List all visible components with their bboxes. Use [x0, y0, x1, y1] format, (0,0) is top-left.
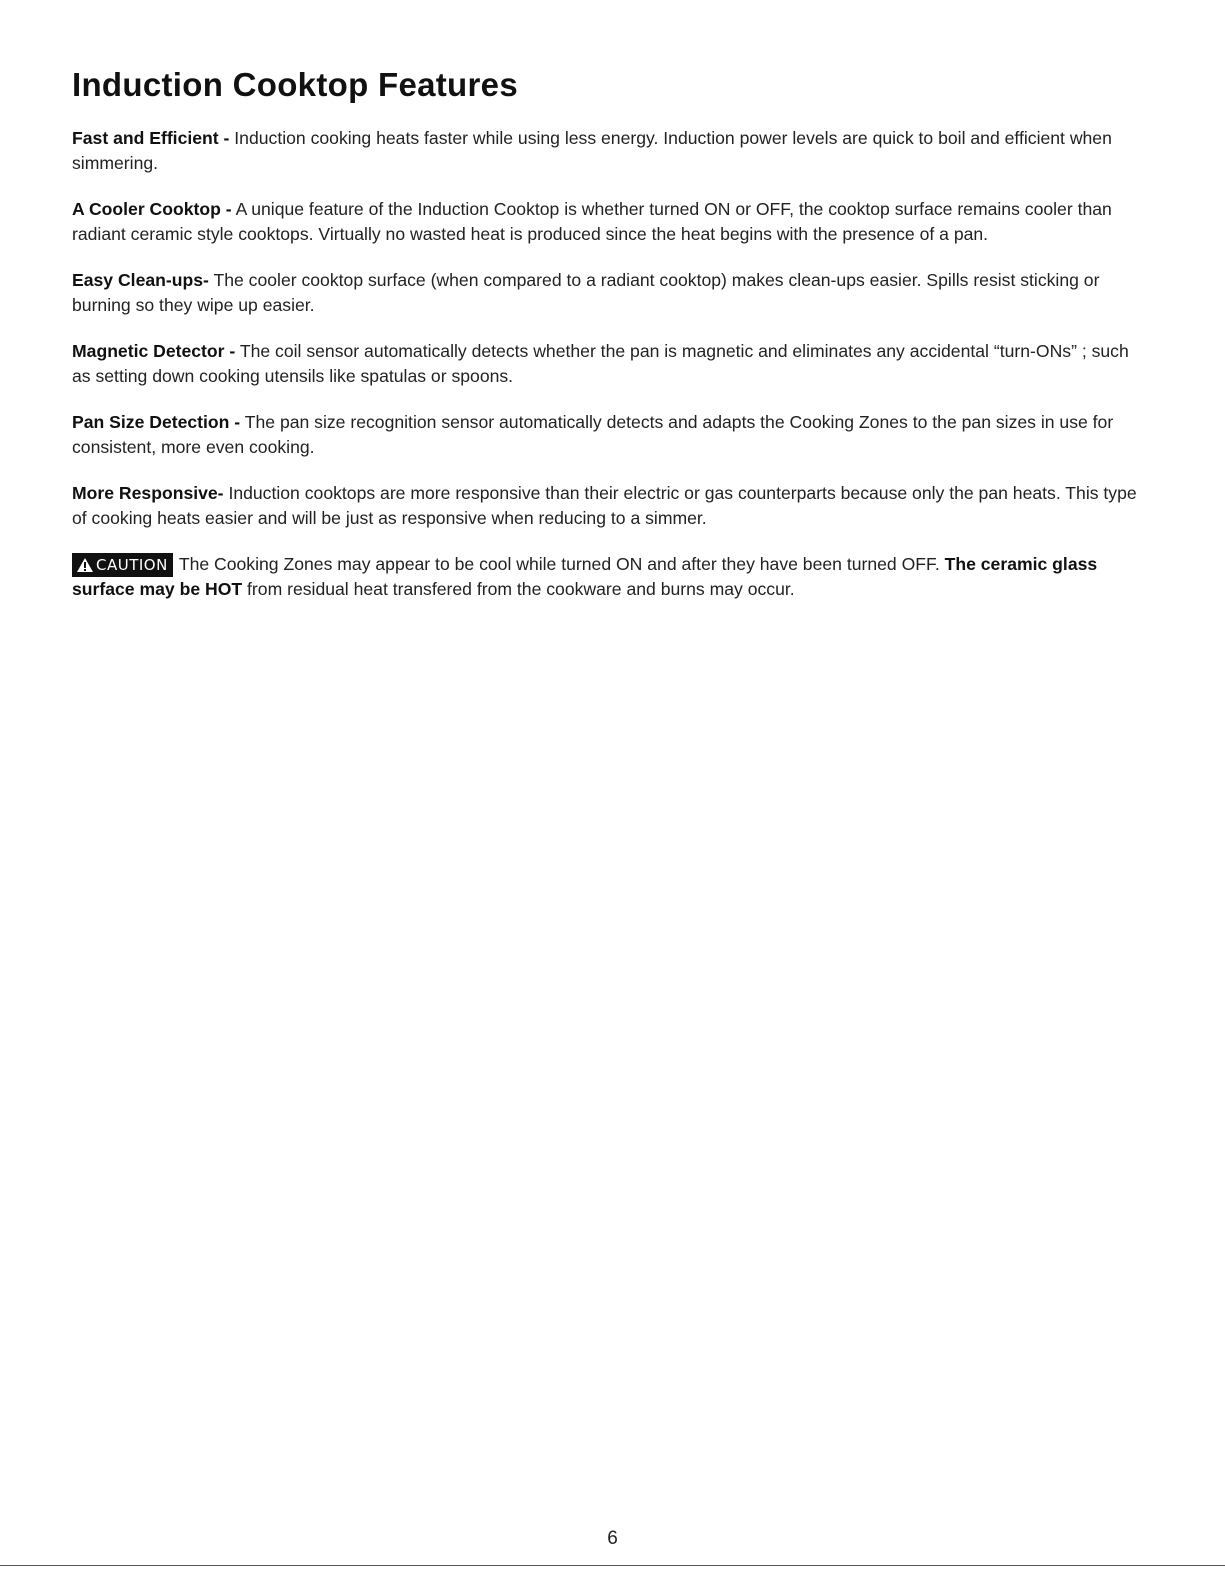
feature-list — [72, 126, 1142, 602]
feature-description: The pan size recognition sensor automatically detects and adapts the Cooking Zones to the pan sizes in use for consistent, more even cooking. — [72, 412, 1114, 457]
feature-easy-cleanups — [72, 268, 1142, 317]
feature-term: Magnetic Detector - — [72, 341, 236, 361]
feature-term: Fast and Efficient - — [72, 128, 230, 148]
caution-text: The Cooking Zones may appear to be cool while turned ON and after they have been turned OFF. — [178, 554, 940, 574]
page-title: Induction Cooktop Features — [72, 66, 518, 103]
feature-magnetic-detector — [72, 339, 1142, 388]
feature-description: A unique feature of the Induction Cooktop is whether turned ON or OFF, the cooktop surface remains cooler than radiant ceramic style cooktops. Virtually no wasted heat is produced since the heat begins with the presence of a pan. — [72, 199, 1112, 244]
feature-fast-efficient — [72, 126, 1142, 175]
warning-triangle-icon — [76, 557, 94, 573]
caution-emphasis: The ceramic glass surface may be HOT — [72, 554, 1098, 599]
caution-badge-label: CAUTION — [96, 556, 168, 574]
feature-more-responsive — [72, 481, 1142, 530]
page-number: 6 — [607, 1528, 618, 1549]
feature-description: Induction cooktops are more responsive than their electric or gas counterparts because only the pan heats. This type of cooking heats easier and will be just as responsive when reducing to a simmer. — [72, 483, 1137, 528]
feature-term: A Cooler Cooktop - — [72, 199, 232, 219]
caution-notice — [72, 552, 1142, 602]
feature-pan-size-detection — [72, 410, 1142, 459]
feature-cooler-cooktop — [72, 197, 1142, 246]
caution-text-continued: from residual heat transfered from the cookware and burns may occur. — [247, 579, 795, 599]
feature-term: More Responsive- — [72, 483, 224, 503]
bottom-rule — [0, 1565, 1225, 1566]
caution-badge — [72, 553, 173, 577]
feature-term: Easy Clean-ups- — [72, 270, 209, 290]
feature-description: The cooler cooktop surface (when compared to a radiant cooktop) makes clean-ups easier. Spills resist sticking or burning so they wipe up easier. — [72, 270, 1100, 315]
feature-term: Pan Size Detection - — [72, 412, 241, 432]
feature-description: The coil sensor automatically detects whether the pan is magnetic and eliminates any accidental “turn-ONs” ; such as setting down cooking utensils like spatulas or spoons. — [72, 341, 1129, 386]
feature-description: Induction cooking heats faster while using less energy. Induction power levels are quick to boil and efficient when simmering. — [72, 128, 1112, 173]
